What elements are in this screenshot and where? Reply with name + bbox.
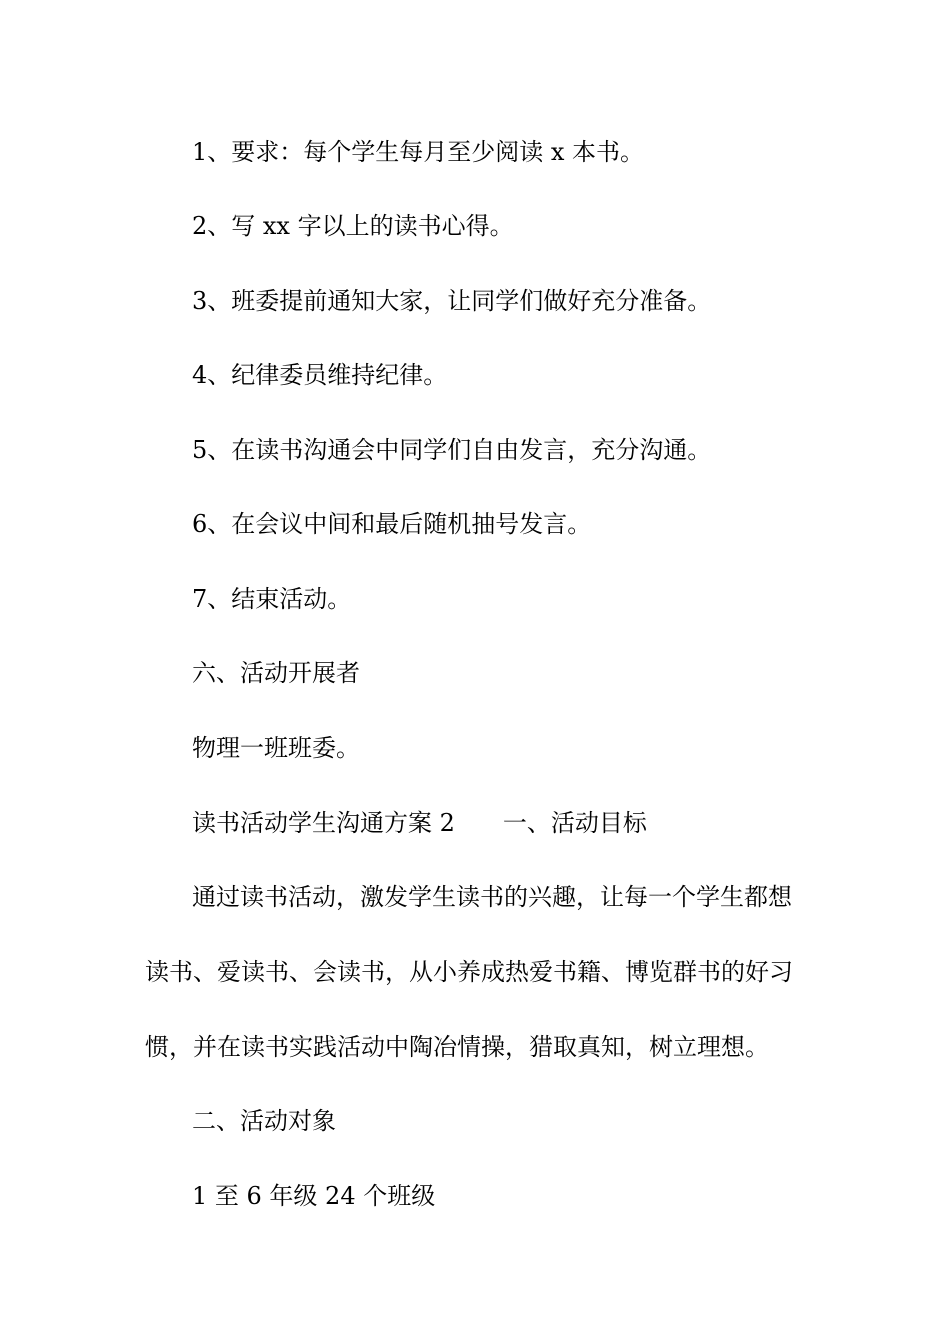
requirement-item-2: 2、写 xx 字以上的读书心得。 xyxy=(192,212,514,240)
requirement-item-6: 6、在会议中间和最后随机抽号发言。 xyxy=(192,510,592,538)
section-six-heading: 六、活动开展者 xyxy=(192,659,360,687)
section-six-body: 物理一班班委。 xyxy=(192,734,360,762)
requirement-item-3: 3、班委提前通知大家，让同学们做好充分准备。 xyxy=(192,287,712,315)
requirement-item-4: 4、纪律委员维持纪律。 xyxy=(192,361,448,389)
requirement-item-7: 7、结束活动。 xyxy=(192,585,352,613)
section-two-heading: 二、活动对象 xyxy=(192,1107,336,1135)
requirement-item-5: 5、在读书沟通会中同学们自由发言，充分沟通。 xyxy=(192,436,712,464)
requirement-item-1: 1、要求：每个学生每月至少阅读 x 本书。 xyxy=(192,138,645,166)
goal-paragraph-line-3: 惯，并在读书实践活动中陶冶情操，猎取真知，树立理想。 xyxy=(145,1033,769,1061)
goal-paragraph-line-2: 读书、爱读书、会读书，从小养成热爱书籍、博览群书的好习 xyxy=(145,958,793,986)
goal-paragraph-line-1: 通过读书活动，激发学生读书的兴趣，让每一个学生都想 xyxy=(192,883,792,911)
section-two-body: 1 至 6 年级 24 个班级 xyxy=(192,1182,436,1210)
plan2-title: 读书活动学生沟通方案 2 xyxy=(192,809,455,837)
plan2-first-heading: 一、活动目标 xyxy=(502,809,647,837)
plan2-title-line xyxy=(192,808,647,838)
